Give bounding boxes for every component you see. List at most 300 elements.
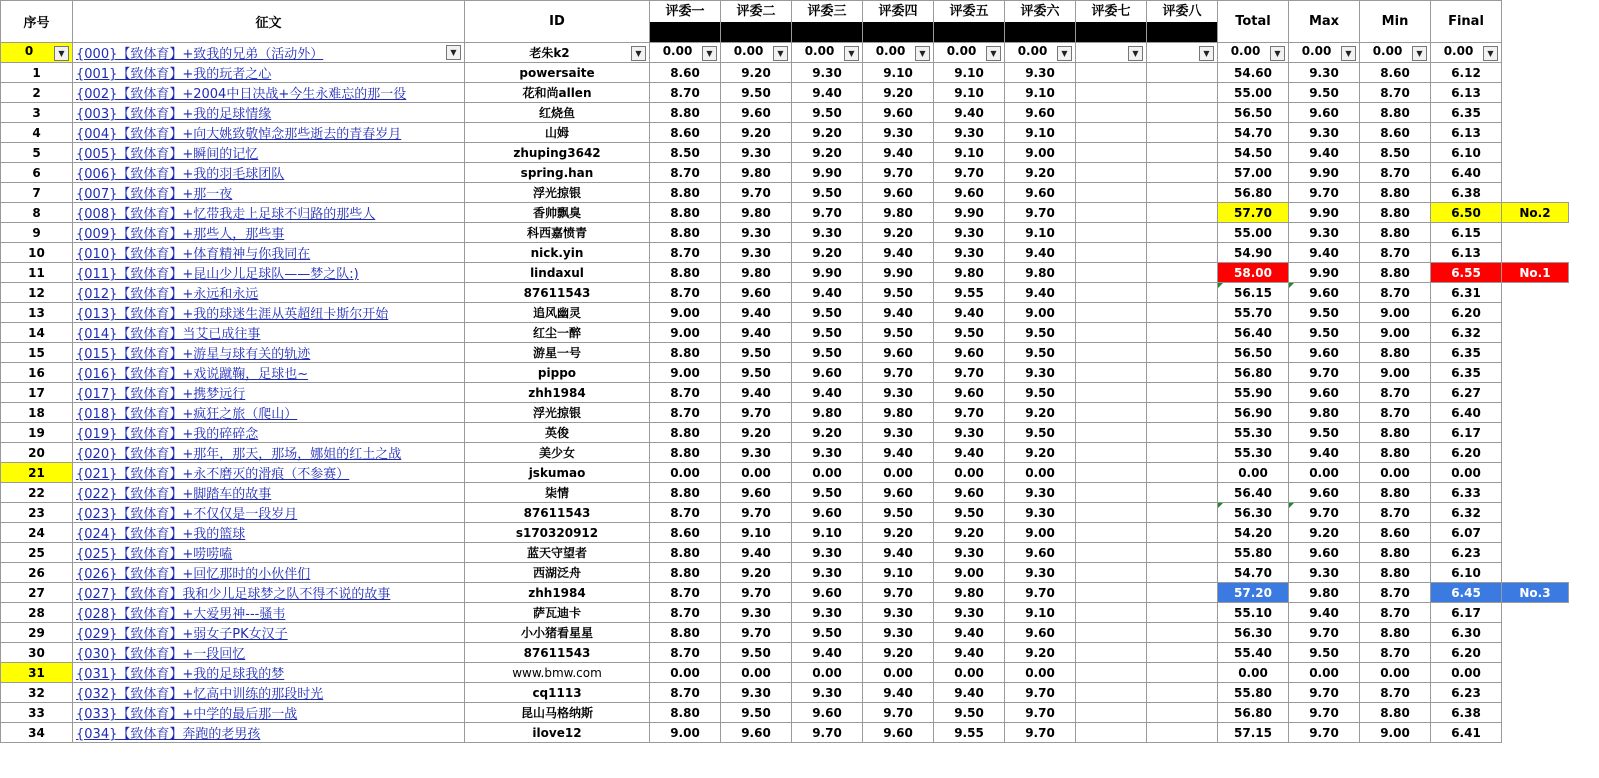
row-judge-score-cell[interactable]: 9.70: [934, 363, 1005, 383]
row-max-cell[interactable]: 9.60: [1289, 383, 1360, 403]
row-judge-score-cell[interactable]: 9.60: [1005, 183, 1076, 203]
row-final-cell[interactable]: 6.23: [1431, 683, 1502, 703]
row-title-cell[interactable]: [73, 143, 465, 163]
row-title-cell[interactable]: [73, 483, 465, 503]
row-judge-score-cell[interactable]: [1147, 63, 1218, 83]
row-total-cell[interactable]: 56.90: [1218, 403, 1289, 423]
row-judge-score-cell[interactable]: 9.40: [934, 683, 1005, 703]
row-total-cell[interactable]: 55.00: [1218, 83, 1289, 103]
row-judge-score-cell[interactable]: 9.30: [1005, 503, 1076, 523]
article-link[interactable]: {011}【致体育】+昆山少儿足球队——梦之队:): [76, 267, 359, 282]
header-judge-4[interactable]: 评委四: [863, 1, 934, 43]
row-final-cell[interactable]: 6.50: [1431, 203, 1502, 223]
row-judge-score-cell[interactable]: [1147, 443, 1218, 463]
row-max-cell[interactable]: 9.70: [1289, 363, 1360, 383]
header-id[interactable]: ID: [465, 1, 650, 43]
row-judge-score-cell[interactable]: 8.80: [650, 443, 721, 463]
row-min-cell[interactable]: 8.80: [1360, 623, 1431, 643]
row-id-cell[interactable]: nick.yin: [465, 243, 650, 263]
header-judge-7[interactable]: 评委七: [1076, 1, 1147, 43]
article-link[interactable]: {023}【致体育】+不仅仅是一段岁月: [76, 507, 298, 522]
row-index-cell[interactable]: 27: [1, 583, 73, 603]
article-link[interactable]: {010}【致体育】+体育精神与你我同在: [76, 247, 311, 262]
row-total-cell[interactable]: 0.00: [1218, 463, 1289, 483]
row-min-cell[interactable]: 0.00: [1360, 463, 1431, 483]
row-max-cell[interactable]: 9.80: [1289, 403, 1360, 423]
row-judge-score-cell[interactable]: 9.10: [721, 523, 792, 543]
filter-cell-id[interactable]: 老朱k2 ▼: [465, 43, 650, 63]
row-judge-score-cell[interactable]: [1076, 63, 1147, 83]
row-judge-score-cell[interactable]: [1147, 543, 1218, 563]
row-judge-score-cell[interactable]: [1147, 663, 1218, 683]
header-total[interactable]: Total: [1218, 1, 1289, 43]
row-min-cell[interactable]: 8.70: [1360, 163, 1431, 183]
row-index-cell[interactable]: 19: [1, 423, 73, 443]
row-judge-score-cell[interactable]: 9.10: [934, 143, 1005, 163]
row-judge-score-cell[interactable]: [1147, 183, 1218, 203]
row-final-cell[interactable]: 6.20: [1431, 443, 1502, 463]
row-judge-score-cell[interactable]: [1147, 123, 1218, 143]
row-total-cell[interactable]: 54.60: [1218, 63, 1289, 83]
row-judge-score-cell[interactable]: 9.60: [721, 283, 792, 303]
row-judge-score-cell[interactable]: 9.50: [792, 623, 863, 643]
row-title-cell[interactable]: [73, 463, 465, 483]
row-index-cell[interactable]: 17: [1, 383, 73, 403]
row-title-cell[interactable]: [73, 403, 465, 423]
row-final-cell[interactable]: 6.33: [1431, 483, 1502, 503]
row-judge-score-cell[interactable]: 8.80: [650, 203, 721, 223]
row-judge-score-cell[interactable]: 9.20: [792, 123, 863, 143]
row-judge-score-cell[interactable]: [1076, 623, 1147, 643]
row-max-cell[interactable]: 0.00: [1289, 463, 1360, 483]
row-final-cell[interactable]: 6.20: [1431, 643, 1502, 663]
row-id-cell[interactable]: lindaxul: [465, 263, 650, 283]
row-id-cell[interactable]: pippo: [465, 363, 650, 383]
row-max-cell[interactable]: 9.20: [1289, 523, 1360, 543]
row-id-cell[interactable]: jskumao: [465, 463, 650, 483]
row-judge-score-cell[interactable]: [1076, 563, 1147, 583]
row-index-cell[interactable]: 32: [1, 683, 73, 703]
row-id-cell[interactable]: 87611543: [465, 283, 650, 303]
row-index-cell[interactable]: 14: [1, 323, 73, 343]
row-judge-score-cell[interactable]: 9.80: [1005, 263, 1076, 283]
row-judge-score-cell[interactable]: 8.80: [650, 223, 721, 243]
row-judge-score-cell[interactable]: [1147, 143, 1218, 163]
row-judge-score-cell[interactable]: [1076, 123, 1147, 143]
row-judge-score-cell[interactable]: 9.50: [934, 503, 1005, 523]
row-id-cell[interactable]: 87611543: [465, 503, 650, 523]
row-total-cell[interactable]: 55.40: [1218, 643, 1289, 663]
row-title-cell[interactable]: [73, 703, 465, 723]
row-judge-score-cell[interactable]: 9.40: [934, 623, 1005, 643]
row-judge-score-cell[interactable]: 9.10: [1005, 603, 1076, 623]
row-judge-score-cell[interactable]: 9.50: [1005, 343, 1076, 363]
row-judge-score-cell[interactable]: 9.40: [721, 323, 792, 343]
row-judge-score-cell[interactable]: [1076, 663, 1147, 683]
row-id-cell[interactable]: 浮光掠银: [465, 183, 650, 203]
row-max-cell[interactable]: 9.30: [1289, 563, 1360, 583]
filter-dropdown-icon[interactable]: ▼: [844, 46, 859, 61]
filter-dropdown-icon[interactable]: ▼: [1483, 46, 1498, 61]
row-judge-score-cell[interactable]: [1147, 343, 1218, 363]
row-total-cell[interactable]: 56.30: [1218, 623, 1289, 643]
row-judge-score-cell[interactable]: 9.70: [1005, 703, 1076, 723]
row-judge-score-cell[interactable]: 8.80: [650, 103, 721, 123]
row-judge-score-cell[interactable]: 9.00: [1005, 143, 1076, 163]
article-link[interactable]: {025}【致体育】+唠唠嗑: [76, 547, 233, 562]
row-id-cell[interactable]: 美少女: [465, 443, 650, 463]
row-final-cell[interactable]: 6.45: [1431, 583, 1502, 603]
row-min-cell[interactable]: 9.00: [1360, 323, 1431, 343]
row-judge-score-cell[interactable]: [1076, 403, 1147, 423]
row-judge-score-cell[interactable]: 9.40: [721, 383, 792, 403]
row-judge-score-cell[interactable]: 0.00: [863, 663, 934, 683]
header-judge-8[interactable]: 评委八: [1147, 1, 1218, 43]
row-judge-score-cell[interactable]: 9.60: [792, 583, 863, 603]
header-judge-5[interactable]: 评委五: [934, 1, 1005, 43]
row-judge-score-cell[interactable]: 9.50: [934, 323, 1005, 343]
row-judge-score-cell[interactable]: 9.30: [792, 543, 863, 563]
row-min-cell[interactable]: 8.70: [1360, 643, 1431, 663]
row-judge-score-cell[interactable]: 9.30: [792, 563, 863, 583]
article-link[interactable]: {021}【致体育】+永不磨灭的滑痕（不参赛）: [76, 467, 350, 482]
row-max-cell[interactable]: 9.50: [1289, 643, 1360, 663]
row-index-cell[interactable]: 18: [1, 403, 73, 423]
row-total-cell[interactable]: 54.50: [1218, 143, 1289, 163]
row-judge-score-cell[interactable]: [1147, 683, 1218, 703]
row-judge-score-cell[interactable]: 8.70: [650, 643, 721, 663]
row-index-cell[interactable]: 31: [1, 663, 73, 683]
header-judge-3[interactable]: 评委三: [792, 1, 863, 43]
row-total-cell[interactable]: 56.40: [1218, 483, 1289, 503]
row-index-cell[interactable]: 1: [1, 63, 73, 83]
filter-cell-total[interactable]: 0.00 ▼: [1218, 43, 1289, 63]
article-link[interactable]: {005}【致体育】+瞬间的记忆: [76, 147, 259, 162]
row-max-cell[interactable]: 9.90: [1289, 163, 1360, 183]
row-max-cell[interactable]: 9.80: [1289, 583, 1360, 603]
row-judge-score-cell[interactable]: [1076, 303, 1147, 323]
row-final-cell[interactable]: 6.38: [1431, 183, 1502, 203]
article-link[interactable]: {006}【致体育】+我的羽毛球团队: [76, 167, 285, 182]
row-judge-score-cell[interactable]: 9.50: [721, 83, 792, 103]
row-judge-score-cell[interactable]: 9.40: [863, 303, 934, 323]
row-judge-score-cell[interactable]: [1076, 683, 1147, 703]
row-judge-score-cell[interactable]: 9.50: [1005, 383, 1076, 403]
row-judge-score-cell[interactable]: 9.70: [721, 623, 792, 643]
row-judge-score-cell[interactable]: 9.30: [934, 243, 1005, 263]
row-min-cell[interactable]: 8.70: [1360, 83, 1431, 103]
row-min-cell[interactable]: 8.80: [1360, 543, 1431, 563]
row-judge-score-cell[interactable]: 8.70: [650, 383, 721, 403]
row-judge-score-cell[interactable]: 9.30: [863, 623, 934, 643]
row-judge-score-cell[interactable]: 8.70: [650, 163, 721, 183]
row-index-cell[interactable]: 30: [1, 643, 73, 663]
row-min-cell[interactable]: 9.00: [1360, 363, 1431, 383]
row-judge-score-cell[interactable]: 9.60: [863, 183, 934, 203]
row-judge-score-cell[interactable]: 9.20: [863, 223, 934, 243]
row-title-cell[interactable]: [73, 103, 465, 123]
row-judge-score-cell[interactable]: 9.10: [792, 523, 863, 543]
row-judge-score-cell[interactable]: 8.70: [650, 403, 721, 423]
row-judge-score-cell[interactable]: 9.60: [721, 103, 792, 123]
row-max-cell[interactable]: 9.70: [1289, 703, 1360, 723]
row-index-cell[interactable]: 11: [1, 263, 73, 283]
article-link[interactable]: {024}【致体育】+我的篮球: [76, 527, 246, 542]
row-judge-score-cell[interactable]: 9.70: [863, 363, 934, 383]
row-index-cell[interactable]: 9: [1, 223, 73, 243]
row-judge-score-cell[interactable]: 9.20: [863, 83, 934, 103]
row-judge-score-cell[interactable]: 9.30: [1005, 483, 1076, 503]
row-judge-score-cell[interactable]: 9.60: [934, 483, 1005, 503]
filter-cell-title[interactable]: {000}【致体育】+致我的兄弟（活动外） ▼: [73, 43, 465, 63]
row-max-cell[interactable]: 9.60: [1289, 343, 1360, 363]
row-judge-score-cell[interactable]: [1076, 263, 1147, 283]
row-judge-score-cell[interactable]: 9.30: [721, 143, 792, 163]
row-judge-score-cell[interactable]: [1076, 143, 1147, 163]
row-judge-score-cell[interactable]: [1147, 723, 1218, 743]
row-max-cell[interactable]: 9.60: [1289, 543, 1360, 563]
row-judge-score-cell[interactable]: 9.50: [934, 703, 1005, 723]
row-judge-score-cell[interactable]: 9.50: [792, 183, 863, 203]
row-id-cell[interactable]: 蓝天守望者: [465, 543, 650, 563]
article-link[interactable]: {012}【致体育】+永远和永远: [76, 287, 259, 302]
row-judge-score-cell[interactable]: [1147, 563, 1218, 583]
row-index-cell[interactable]: 4: [1, 123, 73, 143]
row-judge-score-cell[interactable]: 9.30: [934, 543, 1005, 563]
row-total-cell[interactable]: 56.40: [1218, 323, 1289, 343]
row-min-cell[interactable]: 8.80: [1360, 103, 1431, 123]
row-judge-score-cell[interactable]: 9.00: [1005, 303, 1076, 323]
article-link[interactable]: {008}【致体育】+忆带我走上足球不归路的那些人: [76, 207, 376, 222]
row-judge-score-cell[interactable]: 9.30: [721, 223, 792, 243]
row-judge-score-cell[interactable]: 9.50: [792, 343, 863, 363]
row-index-cell[interactable]: 22: [1, 483, 73, 503]
row-min-cell[interactable]: 9.00: [1360, 303, 1431, 323]
row-min-cell[interactable]: 8.80: [1360, 423, 1431, 443]
row-judge-score-cell[interactable]: 9.30: [863, 423, 934, 443]
row-judge-score-cell[interactable]: [1147, 643, 1218, 663]
row-judge-score-cell[interactable]: 9.10: [1005, 83, 1076, 103]
header-judge-2[interactable]: 评委二: [721, 1, 792, 43]
row-min-cell[interactable]: 8.80: [1360, 183, 1431, 203]
row-judge-score-cell[interactable]: [1076, 223, 1147, 243]
row-id-cell[interactable]: 浮光掠银: [465, 403, 650, 423]
row-judge-score-cell[interactable]: 9.50: [721, 363, 792, 383]
row-total-cell[interactable]: 55.00: [1218, 223, 1289, 243]
row-judge-score-cell[interactable]: 9.80: [792, 403, 863, 423]
row-total-cell[interactable]: 55.90: [1218, 383, 1289, 403]
row-min-cell[interactable]: 8.80: [1360, 343, 1431, 363]
row-judge-score-cell[interactable]: 9.30: [863, 383, 934, 403]
row-min-cell[interactable]: 8.70: [1360, 583, 1431, 603]
row-final-cell[interactable]: 6.12: [1431, 63, 1502, 83]
row-judge-score-cell[interactable]: [1147, 303, 1218, 323]
row-judge-score-cell[interactable]: 0.00: [934, 663, 1005, 683]
row-title-cell[interactable]: [73, 603, 465, 623]
row-judge-score-cell[interactable]: [1076, 603, 1147, 623]
row-min-cell[interactable]: 8.50: [1360, 143, 1431, 163]
row-total-cell[interactable]: 57.00: [1218, 163, 1289, 183]
row-index-cell[interactable]: 28: [1, 603, 73, 623]
row-max-cell[interactable]: 9.50: [1289, 303, 1360, 323]
row-index-cell[interactable]: 15: [1, 343, 73, 363]
row-judge-score-cell[interactable]: 9.70: [1005, 723, 1076, 743]
row-total-cell[interactable]: 58.00: [1218, 263, 1289, 283]
row-id-cell[interactable]: 香帅飘臭: [465, 203, 650, 223]
row-max-cell[interactable]: 9.70: [1289, 503, 1360, 523]
row-id-cell[interactable]: ilove12: [465, 723, 650, 743]
row-judge-score-cell[interactable]: [1076, 363, 1147, 383]
row-judge-score-cell[interactable]: 9.50: [721, 703, 792, 723]
row-title-cell[interactable]: [73, 423, 465, 443]
row-judge-score-cell[interactable]: 9.90: [863, 263, 934, 283]
row-max-cell[interactable]: 9.90: [1289, 203, 1360, 223]
row-judge-score-cell[interactable]: 8.70: [650, 243, 721, 263]
filter-cell-judge-2[interactable]: 0.00 ▼: [721, 43, 792, 63]
row-judge-score-cell[interactable]: [1147, 383, 1218, 403]
row-judge-score-cell[interactable]: 8.70: [650, 503, 721, 523]
row-min-cell[interactable]: 8.70: [1360, 383, 1431, 403]
row-final-cell[interactable]: 6.07: [1431, 523, 1502, 543]
row-judge-score-cell[interactable]: 9.70: [721, 583, 792, 603]
row-judge-score-cell[interactable]: 9.70: [863, 703, 934, 723]
row-judge-score-cell[interactable]: 9.60: [792, 363, 863, 383]
row-total-cell[interactable]: 57.70: [1218, 203, 1289, 223]
filter-dropdown-icon[interactable]: ▼: [631, 46, 646, 61]
row-title-cell[interactable]: [73, 323, 465, 343]
row-judge-score-cell[interactable]: 9.20: [1005, 643, 1076, 663]
row-final-cell[interactable]: 6.10: [1431, 143, 1502, 163]
row-judge-score-cell[interactable]: 9.10: [863, 563, 934, 583]
row-title-cell[interactable]: [73, 563, 465, 583]
row-min-cell[interactable]: 8.80: [1360, 203, 1431, 223]
row-judge-score-cell[interactable]: 9.70: [1005, 203, 1076, 223]
row-judge-score-cell[interactable]: [1147, 223, 1218, 243]
row-judge-score-cell[interactable]: 8.80: [650, 563, 721, 583]
row-total-cell[interactable]: 54.70: [1218, 123, 1289, 143]
row-judge-score-cell[interactable]: 9.30: [721, 243, 792, 263]
row-judge-score-cell[interactable]: 9.70: [721, 503, 792, 523]
row-judge-score-cell[interactable]: 9.30: [792, 603, 863, 623]
article-link[interactable]: {034}【致体育】奔跑的老男孩: [76, 727, 261, 742]
row-title-cell[interactable]: [73, 523, 465, 543]
row-max-cell[interactable]: 9.70: [1289, 723, 1360, 743]
row-index-cell[interactable]: 29: [1, 623, 73, 643]
row-judge-score-cell[interactable]: [1147, 83, 1218, 103]
row-judge-score-cell[interactable]: 9.50: [863, 503, 934, 523]
row-final-cell[interactable]: 6.40: [1431, 163, 1502, 183]
row-judge-score-cell[interactable]: [1076, 523, 1147, 543]
row-judge-score-cell[interactable]: [1076, 83, 1147, 103]
row-min-cell[interactable]: 8.70: [1360, 403, 1431, 423]
row-final-cell[interactable]: 6.32: [1431, 323, 1502, 343]
row-judge-score-cell[interactable]: 9.50: [792, 103, 863, 123]
row-judge-score-cell[interactable]: 9.50: [1005, 423, 1076, 443]
row-id-cell[interactable]: 87611543: [465, 643, 650, 663]
row-judge-score-cell[interactable]: 9.60: [1005, 623, 1076, 643]
row-judge-score-cell[interactable]: 9.70: [721, 183, 792, 203]
row-title-cell[interactable]: [73, 583, 465, 603]
row-judge-score-cell[interactable]: [1076, 163, 1147, 183]
row-index-cell[interactable]: 8: [1, 203, 73, 223]
filter-cell-final[interactable]: 0.00 ▼: [1431, 43, 1502, 63]
header-index[interactable]: 序号: [1, 1, 73, 43]
row-judge-score-cell[interactable]: 8.80: [650, 183, 721, 203]
row-judge-score-cell[interactable]: [1147, 283, 1218, 303]
row-min-cell[interactable]: 8.70: [1360, 683, 1431, 703]
row-judge-score-cell[interactable]: [1076, 183, 1147, 203]
row-judge-score-cell[interactable]: [1076, 323, 1147, 343]
row-judge-score-cell[interactable]: [1076, 643, 1147, 663]
row-judge-score-cell[interactable]: 9.20: [721, 423, 792, 443]
row-judge-score-cell[interactable]: 9.10: [863, 63, 934, 83]
filter-cell-index[interactable]: 0 ▼: [1, 43, 73, 63]
row-index-cell[interactable]: 33: [1, 703, 73, 723]
row-total-cell[interactable]: 56.30: [1218, 503, 1289, 523]
row-final-cell[interactable]: 6.35: [1431, 343, 1502, 363]
row-judge-score-cell[interactable]: [1147, 603, 1218, 623]
row-title-cell[interactable]: [73, 63, 465, 83]
row-min-cell[interactable]: 8.80: [1360, 563, 1431, 583]
row-judge-score-cell[interactable]: 9.50: [792, 303, 863, 323]
row-judge-score-cell[interactable]: 9.40: [863, 683, 934, 703]
row-judge-score-cell[interactable]: 9.60: [863, 343, 934, 363]
row-min-cell[interactable]: 8.60: [1360, 523, 1431, 543]
row-title-cell[interactable]: [73, 223, 465, 243]
row-judge-score-cell[interactable]: 9.60: [934, 183, 1005, 203]
row-title-cell[interactable]: [73, 343, 465, 363]
row-judge-score-cell[interactable]: 9.70: [792, 723, 863, 743]
row-judge-score-cell[interactable]: 0.00: [792, 463, 863, 483]
article-link[interactable]: {017}【致体育】+携梦远行: [76, 387, 246, 402]
row-final-cell[interactable]: 6.30: [1431, 623, 1502, 643]
row-title-cell[interactable]: [73, 123, 465, 143]
article-link[interactable]: {001}【致体育】+我的玩者之心: [76, 67, 272, 82]
row-id-cell[interactable]: 英俊: [465, 423, 650, 443]
row-total-cell[interactable]: 54.20: [1218, 523, 1289, 543]
row-judge-score-cell[interactable]: 8.80: [650, 423, 721, 443]
filter-dropdown-icon[interactable]: ▼: [1057, 46, 1072, 61]
row-min-cell[interactable]: 0.00: [1360, 663, 1431, 683]
row-judge-score-cell[interactable]: 0.00: [1005, 663, 1076, 683]
row-judge-score-cell[interactable]: [1147, 703, 1218, 723]
row-judge-score-cell[interactable]: 8.60: [650, 123, 721, 143]
filter-cell-judge-1[interactable]: 0.00 ▼: [650, 43, 721, 63]
row-final-cell[interactable]: 6.38: [1431, 703, 1502, 723]
row-judge-score-cell[interactable]: [1076, 283, 1147, 303]
header-final[interactable]: Final: [1431, 1, 1502, 43]
filter-cell-min[interactable]: 0.00 ▼: [1360, 43, 1431, 63]
row-min-cell[interactable]: 8.80: [1360, 483, 1431, 503]
row-judge-score-cell[interactable]: 9.80: [721, 163, 792, 183]
row-judge-score-cell[interactable]: [1147, 243, 1218, 263]
row-judge-score-cell[interactable]: [1147, 503, 1218, 523]
row-judge-score-cell[interactable]: 9.20: [721, 123, 792, 143]
row-id-cell[interactable]: powersaite: [465, 63, 650, 83]
row-min-cell[interactable]: 8.80: [1360, 703, 1431, 723]
header-min[interactable]: Min: [1360, 1, 1431, 43]
row-judge-score-cell[interactable]: [1076, 723, 1147, 743]
row-max-cell[interactable]: 9.60: [1289, 483, 1360, 503]
row-min-cell[interactable]: 8.80: [1360, 263, 1431, 283]
row-id-cell[interactable]: 游星一号: [465, 343, 650, 363]
row-judge-score-cell[interactable]: [1147, 403, 1218, 423]
row-total-cell[interactable]: 56.80: [1218, 703, 1289, 723]
row-index-cell[interactable]: 24: [1, 523, 73, 543]
row-judge-score-cell[interactable]: 9.80: [863, 203, 934, 223]
row-id-cell[interactable]: s170320912: [465, 523, 650, 543]
filter-dropdown-icon[interactable]: ▼: [1341, 46, 1356, 61]
